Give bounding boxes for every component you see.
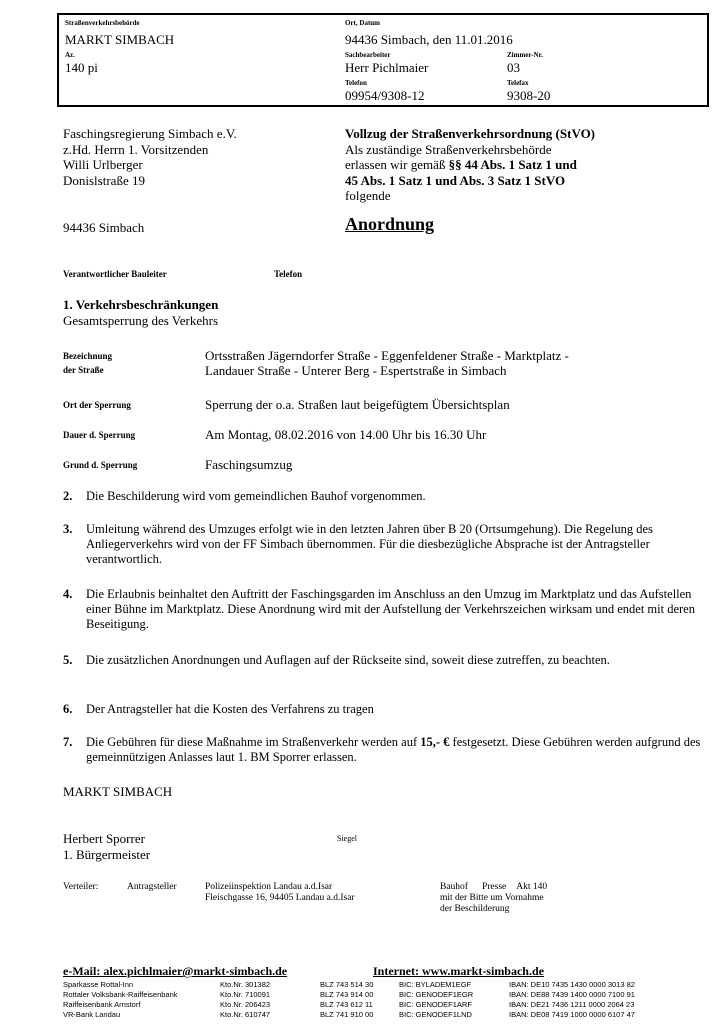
bauhof-label: Bauhof (440, 882, 468, 892)
list-item (63, 702, 703, 717)
bauhof-note: der Beschilderung (440, 904, 510, 914)
authority-value: MARKT SIMBACH (65, 32, 175, 47)
bank-account: Kto.Nr. 610747 (220, 1010, 271, 1019)
bank-blz: BLZ 743 914 00 (320, 990, 374, 999)
bank-bic: BIC: BYLADEM1EGF (399, 980, 472, 989)
bank-bic: BIC: GENODEF1LND (399, 1010, 472, 1019)
bauleiter-label: Verantwortlicher Bauleiter (63, 269, 167, 279)
place-value: Sperrung der o.a. Straßen laut beigefügtem Übersichtsplan (205, 397, 510, 412)
clerk-value: Herr Pichlmaier (345, 60, 429, 75)
phone-label: Telefon (345, 79, 367, 87)
bank-bic: BIC: GENODEF1ARF (399, 1000, 472, 1009)
list-item (63, 489, 703, 504)
intro-block (345, 126, 595, 204)
fax-value: 9308-20 (507, 88, 551, 103)
intro-legal-ref: §§ 44 Abs. 1 Satz 1 und (448, 157, 577, 172)
bank-bic: BIC: GENODEF1EGR (399, 990, 474, 999)
police-line: Polizeiinspektion Landau a.d.Isar (205, 882, 333, 892)
phone-value: 09954/9308-12 (345, 88, 425, 103)
list-item (63, 735, 703, 765)
az-value: 140 pi (65, 60, 98, 75)
section-subtitle: Gesamtsperrung des Verkehrs (63, 313, 218, 328)
distribution-row (440, 882, 547, 893)
recipient-address (63, 126, 237, 188)
duration-label: Dauer d. Sperrung (63, 430, 136, 440)
item-number: 6. (63, 702, 73, 716)
street-value-line: Ortsstraßen Jägerndorfer Straße - Eggenfeldener Straße - Marktplatz - (205, 348, 569, 363)
bank-blz: BLZ 743 612 11 (320, 1000, 373, 1009)
address-line: Donislstraße 19 (63, 172, 145, 188)
intro-title: Vollzug der Straßenverkehrsordnung (StVO) (345, 126, 596, 141)
signature-org: MARKT SIMBACH (63, 784, 173, 799)
fax-label: Telefax (507, 79, 529, 87)
distribution-label: Verteiler: (63, 882, 99, 892)
place-date-value: 94436 Simbach, den 11.01.2016 (345, 32, 513, 47)
bank-name: VR-Bank Landau (63, 1010, 121, 1019)
bank-iban: IBAN: DE21 7436 1211 0000 2064 23 (509, 1000, 635, 1009)
bank-name: Sparkasse Rottal-Inn (63, 980, 134, 989)
bank-account: Kto.Nr. 301382 (220, 980, 271, 989)
item-text: Die Beschilderung wird vom gemeindlichen Bauhof vorgenommen. (86, 489, 426, 503)
address-line: Faschingsregierung Simbach e.V. (63, 126, 237, 141)
signature-name: Herbert Sporrer (63, 831, 145, 846)
bank-iban: IBAN: DE88 7439 1400 0000 7100 91 (509, 990, 635, 999)
room-label: Zimmer-Nr. (507, 51, 543, 59)
street-label-line: Bezeichnung (63, 351, 113, 361)
street-value-line: Landauer Straße - Unterer Berg - Espertstraße in Simbach (205, 363, 507, 378)
item-text: Der Antragsteller hat die Kosten des Verfahrens zu tragen (86, 702, 374, 716)
intro-text: erlassen wir gemäß (345, 157, 449, 172)
item-text: Die zusätzlichen Anordnungen und Auflagen auf der Rückseite sind, soweit diese zutreffen, zu beachten. (86, 653, 610, 667)
duration-value: Am Montag, 08.02.2016 von 14.00 Uhr bis 16.30 Uhr (205, 427, 487, 442)
distribution-police (205, 882, 355, 904)
address-city: 94436 Simbach (63, 220, 145, 235)
item-number: 3. (63, 522, 73, 536)
address-line: Willi Urlberger (63, 157, 143, 172)
place-label: Ort der Sperrung (63, 400, 131, 410)
bank-blz: BLZ 741 910 00 (320, 1010, 374, 1019)
list-item (63, 587, 703, 632)
bank-blz: BLZ 743 514 30 (320, 980, 374, 989)
clerk-label: Sachbearbeiter (345, 51, 391, 59)
authority-label: Straßenverkehrsbehörde (65, 19, 140, 27)
item-text (63, 735, 703, 765)
intro-line: folgende (345, 188, 391, 203)
akt-label: Akt 140 (516, 882, 548, 892)
reason-value: Faschingsumzug (205, 457, 293, 472)
presse-label: Presse (481, 882, 507, 892)
distribution-recipient: Antragsteller (127, 882, 177, 892)
fee-text: Die Gebühren für diese Maßnahme im Straßenverkehr werden auf (86, 735, 421, 749)
item-text: Die Erlaubnis beinhaltet den Auftritt der Faschingsgarden im Anschluss an den Umzug im Marktplatz und das Aufstellen einer Bühne im Marktplatz. Diese Anordnung wird mit der Aufstellung der Verkehrszeichen wirksam und endet mit deren Beseitigung. (86, 587, 695, 631)
list-item (63, 653, 703, 668)
item-number: 5. (63, 653, 73, 667)
bank-name: Raiffeisenbank Arnstorf (63, 1000, 141, 1009)
bank-name: Rottaler Volksbank-Raiffeisenbank (63, 990, 178, 999)
fee-amount: 15,- € (420, 735, 450, 749)
item-number: 2. (63, 489, 73, 503)
footer-email[interactable]: e-Mail: alex.pichlmaier@markt-simbach.de (63, 964, 288, 978)
distribution-bauhof (440, 882, 547, 915)
signature-title: 1. Bürgermeister (63, 847, 151, 862)
street-label-line: der Straße (63, 365, 104, 375)
intro-line (345, 157, 595, 173)
fee-text: festgesetzt. Diese Gebühren werden aufgrund des gemeinnützigen Anlasses laut 1. BM Sporrer erlassen. (86, 735, 701, 764)
place-date-label: Ort, Datum (345, 19, 380, 27)
bank-iban: IBAN: DE10 7435 1430 0000 3013 82 (509, 980, 635, 989)
intro-line: Als zuständige Straßenverkehrsbehörde (345, 141, 552, 157)
intro-line: 45 Abs. 1 Satz 1 und Abs. 3 Satz 1 StVO (345, 172, 566, 188)
bank-account: Kto.Nr. 710091 (220, 990, 271, 999)
bauleiter-phone-label: Telefon (274, 269, 303, 279)
bank-account: Kto.Nr. 206423 (220, 1000, 271, 1009)
az-label: Az. (65, 51, 75, 59)
footer-internet[interactable]: Internet: www.markt-simbach.de (373, 964, 544, 978)
section-title: 1. Verkehrsbeschränkungen (63, 297, 219, 312)
item-text: Umleitung während des Umzuges erfolgt wie in den letzten Jahren über B 20 (Ortsumgehung). Die Regelung des Anliegerverkehrs wird von der FF Simbach übernommen. Für die diesbezügliche Absprache ist der Antragsteller verantwortlich. (86, 522, 653, 566)
list-item (63, 522, 703, 567)
room-value: 03 (507, 60, 520, 75)
bauhof-note: mit der Bitte um Vornahme (440, 893, 544, 903)
header-box (57, 13, 709, 107)
address-line: z.Hd. Herrn 1. Vorsitzenden (63, 141, 209, 157)
page-heading: Anordnung (345, 214, 435, 234)
item-number: 7. (63, 735, 73, 749)
police-line: Fleischgasse 16, 94405 Landau a.d.Isar (205, 893, 355, 903)
bank-iban: IBAN: DE08 7419 1000 0000 6107 47 (509, 1010, 635, 1019)
item-number: 4. (63, 587, 73, 601)
reason-label: Grund d. Sperrung (63, 460, 138, 470)
seal-label: Siegel (337, 834, 357, 843)
street-value (205, 348, 569, 378)
street-label (63, 349, 112, 377)
